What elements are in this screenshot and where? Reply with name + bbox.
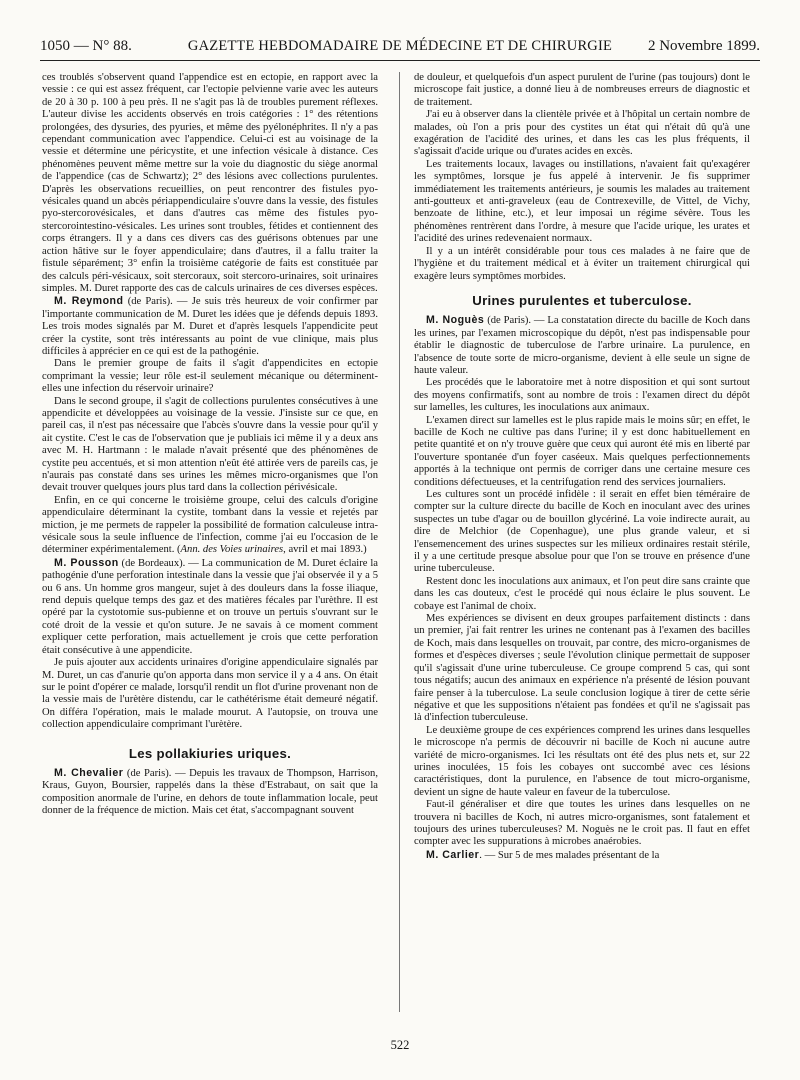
section-heading: Urines purulentes et tuberculose. <box>472 292 692 308</box>
paragraph: ces troublés s'observent quand l'appendice est en ectopie, en rapport avec la vessie : ce qui est assez fréquent, car l'ectopie pelvienne varie avec les auteurs de 20 à 30 p. 100 à peu près. Il ne s'agit pas là de troubles purement réflexes. L'auteur divise les accidents observés en trois catégories : 1° des rétentions prolongées, des dysuries, des pyuries, et même des pyélonéphrites. Il n'y a pas cependant communication avec l'appendice. Celui-ci est au voisinage de la vessie et détermine une péricystite, et une infection vésicale à distance. Ces phénomènes peuvent même mettre sur la voie du diagnostic du siège anormal de l'appendice (cas de Schwartz); 2° des lésions avec collections purulentes. D'après les observations recueillies, on peut rencontrer des fistules pyo-vésicales quand un abcès périappendiculaire s'ouvre dans la vessie, des fistules pyo-stercorovésicales, et dans d'autres cas même des fistules pyo-stercorointestino-vésicales. Les urines sont troubles, fétides et contiennent des corps étrangers. Il y a dans ces divers cas des guérisons obtenues par une action hâtive sur le foyer appendiculaire; dans d'autres, il a fallu traiter la fistule séparément; 3° enfin la troisième catégorie de faits est constituée par des calculs péri-vésicaux, soit stercoraux, soit stercoro-urinaires, soit urinaires simples. M. Duret rapporte des cas de calculs urinaires de ces diverses espèces. <box>42 72 378 294</box>
speaker-name: M. Noguès <box>426 314 485 327</box>
paragraph-text: . — Sur 5 de mes malades présentant de la <box>479 849 660 861</box>
speaker-name: M. Reymond <box>54 295 124 308</box>
page-number: 522 <box>390 1038 410 1052</box>
paragraph-text: (de Bordeaux). — La communication de M. Duret éclaire la pathogénie d'une perforation intestinale dans la vessie que j'ai observée il y a 5 ou 6 ans. Un homme gros mangeur, sujet à des douleurs dans la fosse iliaque, rend depuis quelque temps des gaz et des matières fécales par l'urèthre. Il est opéré par la cystotomie sus-pubienne et on trouve un pertuis s'ouvrant sur le coté droit de la vessie et qu'on suture. Je ne savais à ce moment comment expliquer cette perforation, mais actuellement je crois que cette perforation était consécutive à une appendicite. <box>42 557 378 656</box>
paragraph: Il y a un intérêt considérable pour tous ces malades à ne faire que de l'hygiène et du traitement médical et à éviter un traitement chirurgical qui exagère leurs symptômes morbides. <box>414 245 750 282</box>
paragraph: Faut-il généraliser et dire que toutes les urines dans lesquelles on ne trouvera ni bacilles de Koch, ni autres micro-organismes, sont fatalement et toujours des urines tuberculeuses? M. Noguès ne le croit pas. Il faut en effet compter avec les suppurations à microbes anaérobies. <box>414 799 750 848</box>
paragraph: Les traitements locaux, lavages ou instillations, n'avaient fait qu'exagérer les symptômes, lorsque je fus appelé à intervenir. Je fis supprimer immédiatement les traitements antérieurs, je soumis les malades au traitement anti-goutteux et anti-graveleux (eau de Contrexeville, de Vittel, de Vichy, benzoate de lithine, etc.), et leur imposai un régime sévère. Tous les phénomènes rentrèrent dans l'ordre, à mesure que l'acide urique, les urates et l'acidité des urines redevenaient normaux. <box>414 158 750 245</box>
paragraph: L'examen direct sur lamelles est le plus rapide mais le moins sûr; en effet, le bacille de Koch ne cultive pas dans l'urine; il y est donc habituellement en petite quantité et on n'y trouve guère que ceux qui auront été mis en liberté par l'ouverture spontanée d'un foyer caséeux. Mais quelques perfectionnements apportés à la technique ont permis de corriger dans une certaine mesure ces conditions défectueuses, et la centrifugation rend des services journaliers. <box>414 414 750 488</box>
paragraph: Mes expériences se divisent en deux groupes parfaitement distincts : dans un premier, j'ai fait rentrer les urines ne contenant pas à l'examen des bacilles de Koch, mais dans lesquelles on trouvait, par contre, des micro-organismes de formes et d'espèces diverses ; seule l'évolution clinique permettait de supposer qu'il s'agissait d'une urine tuberculeuse. Ce groupe comprend 5 cas, qui sont tous négatifs; aucun des animaux en expérience n'a présenté de lésion pouvant faire penser à la tuberculose. La seule conclusion logique à tirer de cette série négative et que les suppositions n'étaient pas fondées et qu'il ne s'agissait pas là d'infection tuberculeuse. <box>414 613 750 724</box>
paragraph-text: Enfin, en ce qui concerne le troisième groupe, celui des calculs d'origine appendiculaire déterminant la cystite, tombant dans la vessie et rejetés par miction, je me permets de rappeler la possibilité de formation calculeuse intra-vésicale sous la seule influence de l'infection, comme j'ai eu l'occasion de le déterminer expérimentalement. ( <box>42 494 378 556</box>
paragraph: Restent donc les inoculations aux animaux, et l'on peut dire sans crainte que dans les cas douteux, c'est le procédé qui nous éclaire le plus souvent. Le cobaye est l'animal de choix. <box>414 575 750 612</box>
paragraph: Dans le second groupe, il s'agit de collections purulentes consécutives à une appendicite et développées au voisinage de la vessie. J'insiste sur ce que, en pareil cas, il n'est pas nécessaire que l'abcès s'ouvre dans la vessie pour qu'il y ait cystite. C'est le cas de l'observation que je publiais ici même il y a deux ans avec M. H. Hartmann : le malade n'avait présenté que des phénomènes de cystite peu accentués, et si mon attention n'eût été attirée vers de pareils cas, je n'aurais pas constaté dans ses urines les mêmes micro-organismes que l'on devait trouver quelques jours plus tard dans la collection périvésicale. <box>42 395 378 494</box>
journal-title: GAZETTE HEBDOMADAIRE DE MÉDECINE ET DE CHIRURGIE <box>187 38 613 54</box>
paragraph: Je puis ajouter aux accidents urinaires d'origine appendiculaire signalés par M. Duret, un cas d'anurie qu'on apporta dans mon service il y a 4 ans. On était sur le point d'opérer ce malade, lorsqu'il rendit un flot d'urine provenant non de la vessie mais de l'urètère distendu, car le cathétérisme était demeuré négatif. On différa l'opération, mais le malade mourut. A l'autopsie, on trouva une collection appendiculaire comprimant l'urètère. <box>42 657 378 731</box>
paragraph <box>414 314 750 377</box>
issue-date: 2 Novembre 1899. <box>647 38 760 54</box>
issue-number: 1050 — N° 88. <box>40 38 132 54</box>
paragraph-text: , avril et mai 1893.) <box>283 544 367 556</box>
paragraph: Dans le premier groupe de faits il s'agit d'appendicites en ectopie comprimant la vessie; leur rôle est-il seulement mécanique ou déterminent-elles une infection du réservoir urinaire? <box>42 358 378 395</box>
paragraph <box>42 495 378 557</box>
citation: Ann. des Voies urinaires <box>180 544 284 556</box>
speaker-name: M. Carlier <box>426 848 480 861</box>
speaker-name: M. Chevalier <box>54 766 124 779</box>
right-column <box>414 72 750 1032</box>
paragraph-text: (de Paris). — Depuis les travaux de Thompson, Harrison, Kraus, Guyon, Boursier, rappelés dans la thèse d'Estrabaut, on sait que la composition anormale de l'urine, en dehors de toute inflammation locale, peut donner de la fréquence de miction. Mais cet état, s'accompagnant souvent <box>42 767 378 817</box>
paragraph: de douleur, et quelquefois d'un aspect purulent de l'urine (pas toujours) dont le microscope fait justice, a donné lieu à de nombreuses erreurs de diagnostic et de traitement. <box>414 72 750 108</box>
speaker-name: M. Pousson <box>54 556 119 569</box>
paragraph <box>42 295 378 358</box>
paragraph-text: (de Paris). — La constatation directe du bacille de Koch dans les urines, par l'examen microscopique du dépôt, n'est pas indispensable pour établir le diagnostic de tuberculose de l'arbre urinaire. La purulence, en l'absence de toute sorte de micro-organisme, devient à elle seule un signe de haute valeur. <box>414 315 750 376</box>
paragraph <box>42 557 378 657</box>
paragraph <box>414 849 750 862</box>
running-header <box>40 38 760 61</box>
paragraph: Les cultures sont un procédé infidèle : il serait en effet bien téméraire de compter sur la culture directe du bacille de Koch en inoculant avec des urines suspectes un tube d'agar ou de bouillon glycériné. La voie indirecte aurait, au dire de Melchior (de Copenhague), une plus grande valeur, et si l'ensemencement des urines suspectes sur les milieux ordinaires restait stérile, il y a une certitude presque absolue pour que l'on se trouve en présence d'une urine tuberculeuse. <box>414 489 750 575</box>
paragraph: Les procédés que le laboratoire met à notre disposition et qui sont surtout des moyens confirmatifs, sont au nombre de trois : l'examen direct du dépôt sur lamelles, les cultures, les inoculations aux animaux. <box>414 377 750 414</box>
left-column <box>42 72 378 1032</box>
paragraph: Le deuxième groupe de ces expériences comprend les urines dans lesquelles le microscope n'a permis de découvrir ni bacille de Koch ni aucune autre variété de micro-organismes. Ici les résultats ont été des plus nets et, sur 22 urines inoculées, 15 fois les cobayes ont succombé avec ces lésions caractéristiques, dont la purulence, en l'absence de tout micro-organisme, devient un signe de haute valeur en faveur de la tuberculose. <box>414 724 750 798</box>
paragraph: J'ai eu à observer dans la clientèle privée et à l'hôpital un certain nombre de malades, où l'on a pris pour des cystites un état qui n'était dû qu'à une exagération de l'acidité des urines, et dans les cas les plus fréquents, il s'agissait d'acide urique ou d'urates acides en excès. <box>414 109 750 158</box>
section-heading: Les pollakiuries uriques. <box>128 745 292 761</box>
paragraph-text: (de Paris). — Je suis très heureux de voir confirmer par l'importante communication de M. Duret les idées que je défends depuis 1893. Les trois modes signalés par M. Duret et d'après lesquels l'appendicite peut créer la cystite, sont très intéressants au point de vue clinique, mais plus difficiles à apprécier en ce qui est de la pathogénie. <box>42 296 378 357</box>
column-divider <box>399 72 400 1012</box>
paragraph <box>42 767 378 818</box>
